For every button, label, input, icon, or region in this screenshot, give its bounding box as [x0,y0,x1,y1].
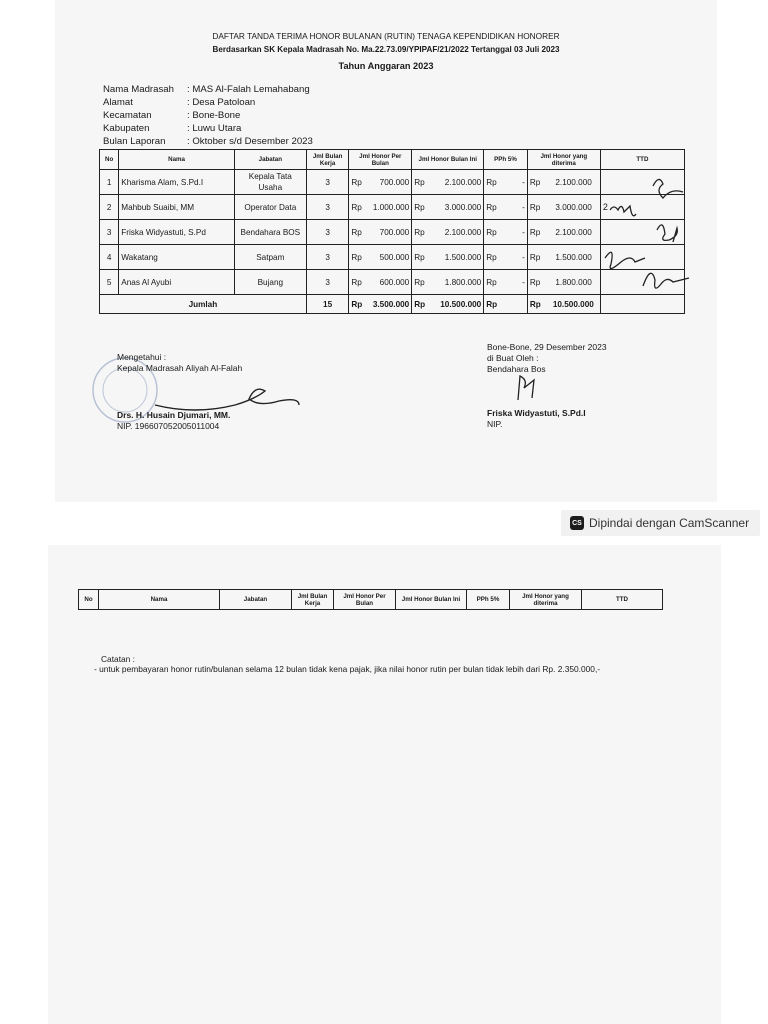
cell-per-bulan [349,220,412,245]
approver-nip: NIP. 196607052005011004 [117,421,220,431]
total-bulan: 15 [306,295,349,314]
col-header: Nama [119,150,235,170]
currency: Rp [351,177,362,187]
note-title: Catatan : [101,654,135,664]
currency: Rp [351,299,363,309]
currency: Rp [351,252,362,262]
camscanner-label: Dipindai dengan CamScanner [589,516,750,530]
cell-bulan-ini [412,170,484,195]
handwritten-signatures [595,168,705,303]
cell-per-bulan [349,245,412,270]
cell-bulan-ini [412,195,484,220]
cell-nama: Anas Al Ayubi [119,270,235,295]
cell-jabatan: Bujang [234,270,306,295]
school-info [103,84,363,150]
cell-diterima [527,270,600,295]
currency: Rp [414,227,425,237]
amount: 600.000 [379,277,410,287]
currency: Rp [414,299,426,309]
col-header: Jml Honor Bulan Ini [412,150,484,170]
total-bulan-ini [412,295,484,314]
currency: Rp [351,277,362,287]
currency: Rp [414,177,425,187]
signature-1 [653,179,683,198]
amount: 3.000.000 [555,202,592,212]
approver-name: Drs. H. Husain Djumari, MM. [117,410,231,420]
amount: - [522,177,525,187]
currency: Rp [486,299,498,309]
col-header: Jml Bulan Kerja [306,150,349,170]
amount: 1.800.000 [555,277,592,287]
cell-nama: Friska Widyastuti, S.Pd [119,220,235,245]
cell-pph [484,220,528,245]
cell-diterima [527,220,600,245]
ttd-number: 2 [602,202,608,212]
info-value: : Bone-Bone [187,110,241,121]
cell-jabatan: Satpam [234,245,306,270]
amount: 1.800.000 [444,277,482,287]
info-key: Bulan Laporan [103,136,166,147]
cell-nama: Kharisma Alam, S.Pd.I [119,170,235,195]
col-header: No [79,590,99,610]
made-by-label: di Buat Oleh : [487,353,539,363]
table-header-row [79,590,663,610]
cell-diterima [527,170,600,195]
col-header: Jml Honor Bulan Ini [396,590,467,610]
camscanner-badge [561,510,760,536]
currency: Rp [486,277,497,287]
info-value: : MAS Al-Falah Lemahabang [187,84,310,95]
cell-pph [484,270,528,295]
cell-jabatan: Operator Data [234,195,306,220]
cell-no: 5 [100,270,119,295]
approver-position: Kepala Madrasah Aliyah Al-Falah [117,363,243,373]
currency: Rp [529,202,541,212]
col-header: No [100,150,119,170]
amount: 3.000.000 [444,202,482,212]
col-header: Jabatan [234,150,306,170]
scanned-page-1 [55,0,717,502]
info-key: Kabupaten [103,123,150,134]
cell-no: 1 [100,170,119,195]
currency: Rp [414,277,425,287]
cell-per-bulan [349,270,412,295]
cell-bulan-ini [412,245,484,270]
amount: 10.500.000 [552,299,594,309]
currency: Rp [486,227,497,237]
scanned-page-2 [48,545,721,1024]
info-key: Kecamatan [103,110,152,121]
cell-nama: Mahbub Suaibi, MM [119,195,235,220]
info-value: : Oktober s/d Desember 2023 [187,136,313,147]
amount: 2.100.000 [555,227,592,237]
treasurer-name: Friska Widyastuti, S.Pd.I [487,408,586,418]
amount: - [522,277,525,287]
currency: Rp [351,227,362,237]
cell-per-bulan [349,195,412,220]
col-header: Jml Honor Per Bulan [334,590,396,610]
signature-5 [643,273,689,288]
currency: Rp [529,227,541,237]
cell-bulan-ini [412,220,484,245]
currency: Rp [529,277,541,287]
amount: 2.100.000 [444,177,482,187]
cell-bulan: 3 [306,245,349,270]
cell-diterima [527,245,600,270]
total-diterima [527,295,600,314]
treasurer-nip: NIP. [487,419,503,429]
col-header: Jml Honor yang diterima [510,590,582,610]
amount: - [522,227,525,237]
signature-2 [610,206,636,216]
col-header: Jml Bulan Kerja [292,590,334,610]
currency: Rp [486,252,497,262]
fiscal-year: Tahun Anggaran 2023 [338,61,434,71]
approval-label: Mengetahui : [117,352,167,362]
cell-jabatan: Bendahara BOS [234,220,306,245]
total-pph [484,295,528,314]
total-label: Jumlah [100,295,307,314]
info-key: Alamat [103,97,133,108]
cell-diterima [527,195,600,220]
cell-no: 4 [100,245,119,270]
camscanner-logo-icon: CS [570,516,584,530]
amount: 700.000 [379,227,410,237]
col-header: Jml Honor yang diterima [527,150,600,170]
cell-bulan: 3 [306,195,349,220]
currency: Rp [529,299,541,309]
amount: 10.500.000 [440,299,482,309]
cell-no: 2 [100,195,119,220]
col-header: Jabatan [220,590,292,610]
signature-4 [605,252,645,268]
cell-bulan: 3 [306,220,349,245]
currency: Rp [414,252,425,262]
continuation-table [78,589,663,610]
note-text: - untuk pembayaran honor rutin/bulanan selama 12 bulan tidak kena pajak, jika nilai honor rutin per bulan tidak lebih dari Rp. 2.350.000,- [94,664,601,674]
cell-no: 3 [100,220,119,245]
total-per-bulan [349,295,412,314]
cell-bulan-ini [412,270,484,295]
place-date: Bone-Bone, 29 Desember 2023 [487,342,607,352]
info-value: : Desa Patoloan [187,97,256,108]
doc-title: DAFTAR TANDA TERIMA HONOR BULANAN (RUTIN) TENAGA KEPENDIDIKAN HONORER [212,31,560,41]
amount: 500.000 [379,252,410,262]
amount: 2.100.000 [555,177,592,187]
doc-subtitle: Berdasarkan SK Kepala Madrasah No. Ma.22.73.09/YPIPAF/21/2022 Tertanggal 03 Juli 2023 [212,45,560,54]
amount: 1.500.000 [444,252,482,262]
cell-bulan: 3 [306,170,349,195]
signature-3 [657,225,677,242]
cell-pph [484,170,528,195]
cell-per-bulan [349,170,412,195]
amount: 1.500.000 [555,252,592,262]
amount: - [522,252,525,262]
currency: Rp [529,252,541,262]
table-header-row [100,150,685,170]
col-header: TTD [582,590,663,610]
info-value: : Luwu Utara [187,123,242,134]
amount: 3.500.000 [372,299,410,309]
amount: 2.100.000 [444,227,482,237]
headmaster-signature [150,375,300,415]
cell-pph [484,245,528,270]
info-key: Nama Madrasah [103,84,174,95]
cell-jabatan: Kepala Tata Usaha [234,170,306,195]
currency: Rp [486,202,497,212]
col-header: PPh 5% [467,590,510,610]
currency: Rp [351,202,362,212]
amount: - [522,202,525,212]
currency: Rp [414,202,425,212]
treasurer-position: Bendahara Bos [487,364,546,374]
col-header: PPh 5% [484,150,528,170]
cell-pph [484,195,528,220]
cell-bulan: 3 [306,270,349,295]
col-header: Jml Honor Per Bulan [349,150,412,170]
amount: 700.000 [379,177,410,187]
amount: 1.000.000 [372,202,410,212]
currency: Rp [486,177,497,187]
currency: Rp [529,177,541,187]
cell-nama: Wakatang [119,245,235,270]
col-header: TTD [600,150,684,170]
col-header: Nama [99,590,220,610]
treasurer-signature [510,370,550,406]
